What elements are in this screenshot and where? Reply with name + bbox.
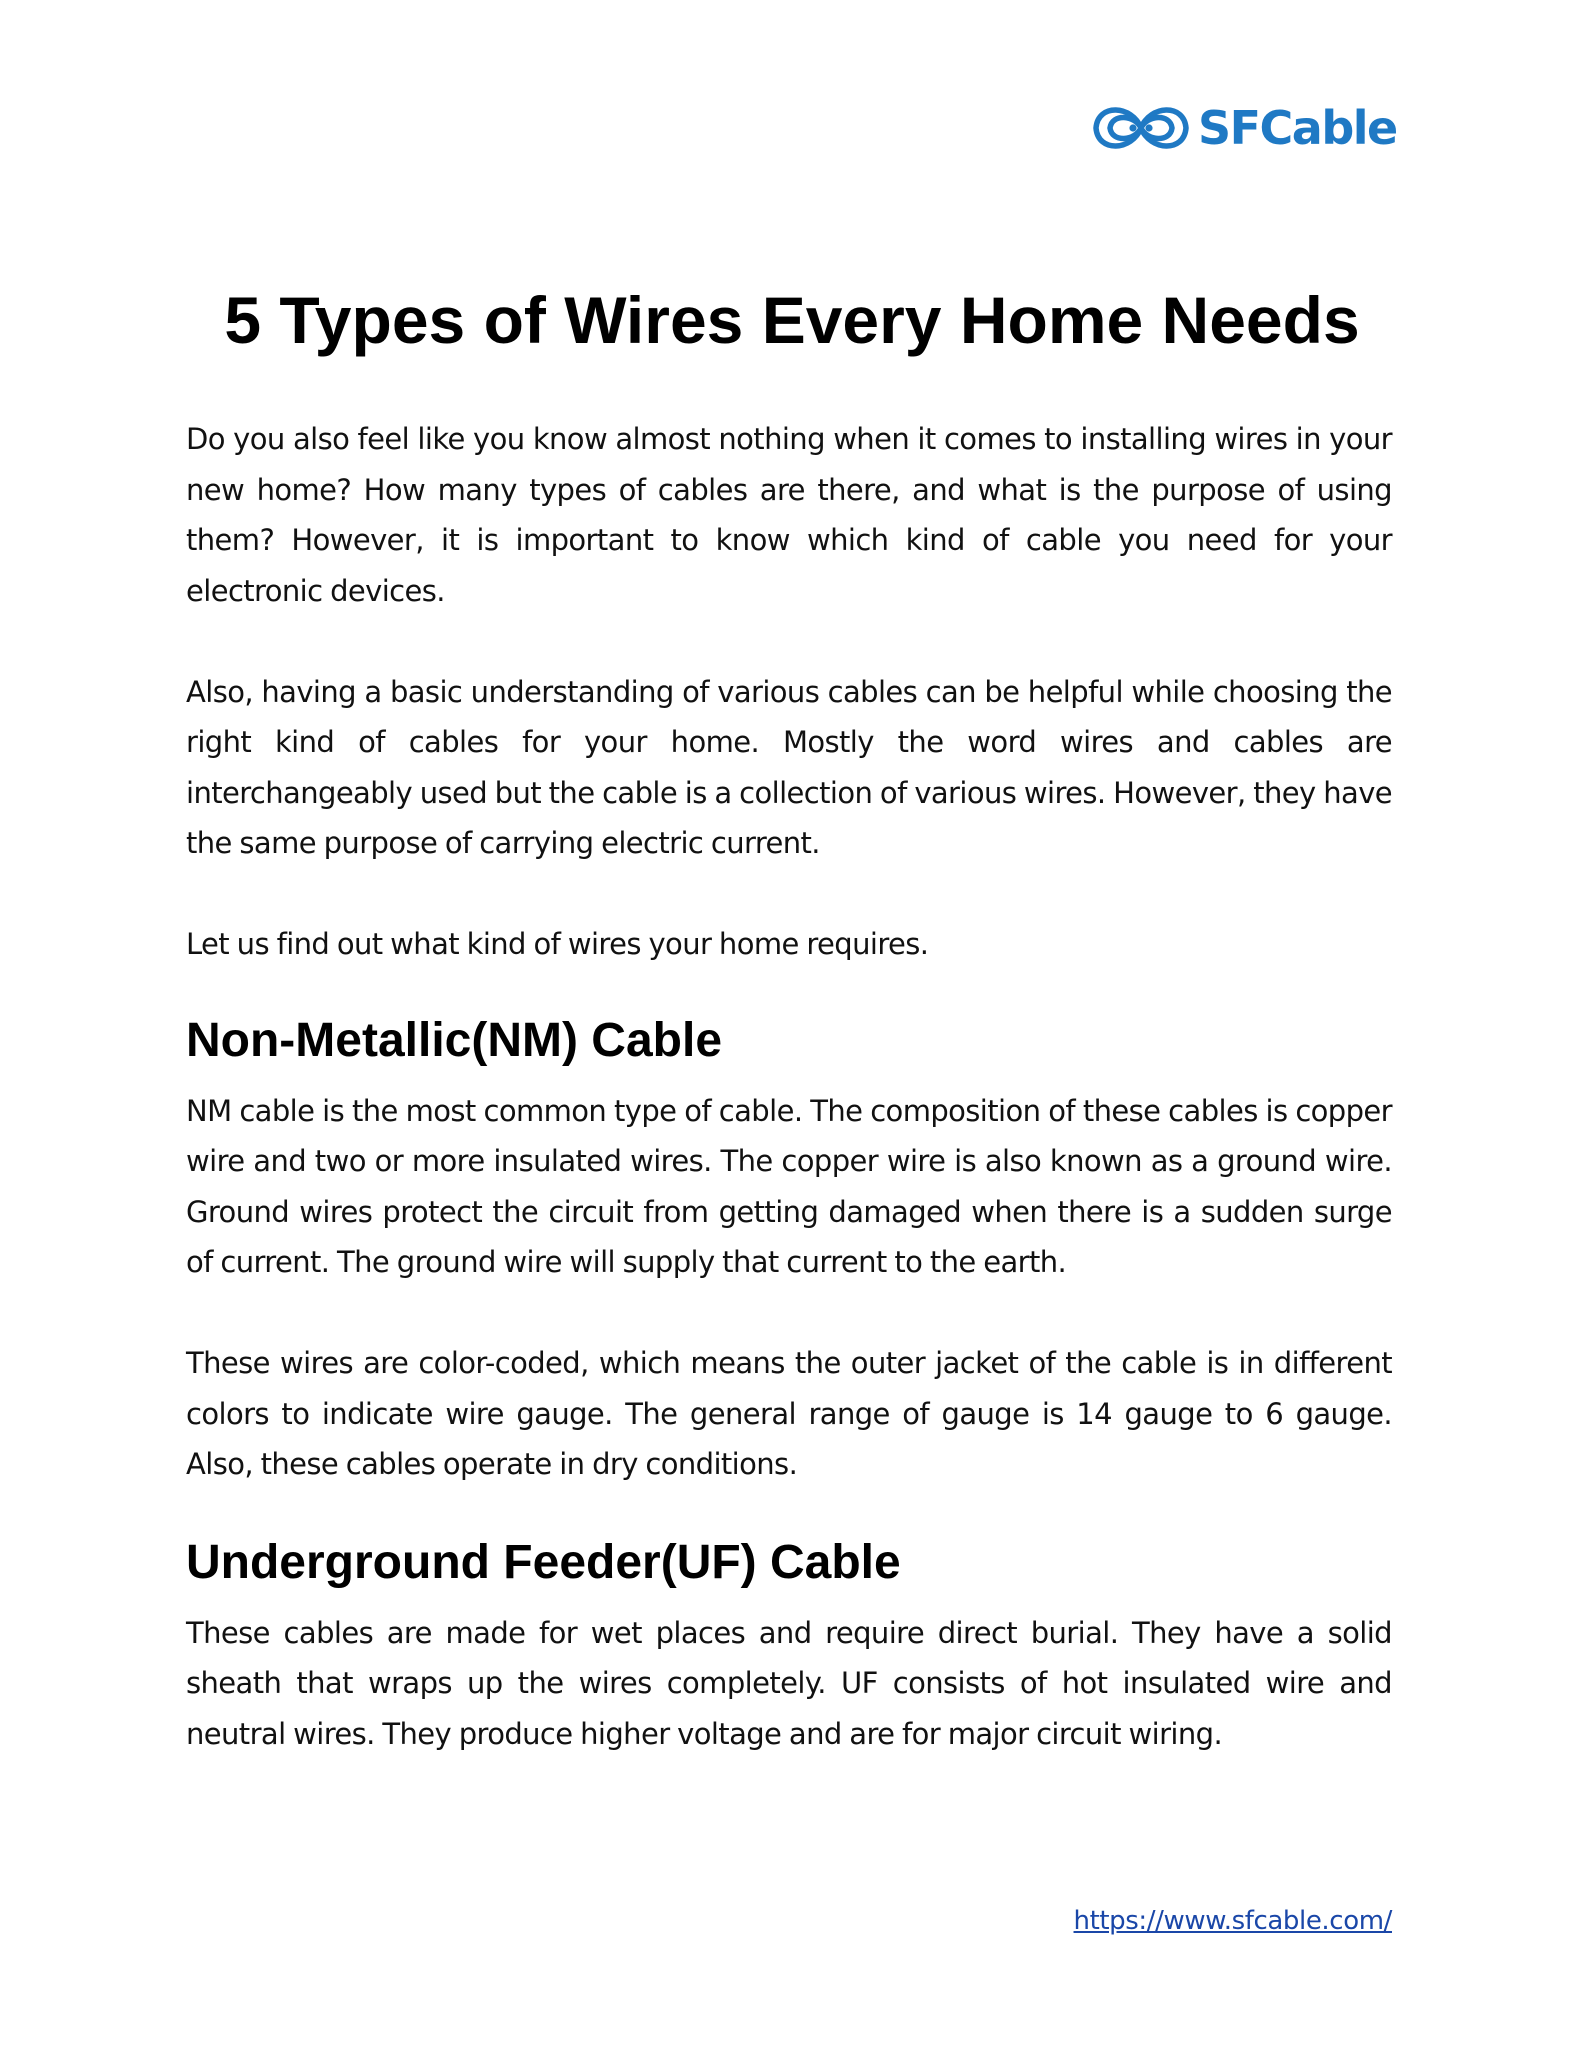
article-body bbox=[186, 414, 1392, 1759]
intro-paragraph-3: Let us find out what kind of wires your home requires. bbox=[186, 927, 929, 961]
uf-cable-paragraph-1: These cables are made for wet places and require direct burial. They have a solid sheath that wraps up the wires completely. UF consists of hot insulated wire and neutral wires. They produce higher voltage and are for major circuit wiring. bbox=[186, 1615, 1392, 1751]
page-title: 5 Types of Wires Every Home Needs bbox=[224, 283, 1360, 357]
intro-paragraph-2: Also, having a basic understanding of various cables can be helpful while choosing the right kind of cables for your home. Mostly the word wires and cables are interchangeably used but the cable is a collection of various wires. However, they have the same purpose of carrying electric current. bbox=[186, 674, 1392, 860]
nm-cable-paragraph-1: NM cable is the most common type of cable. The composition of these cables is copper wire and two or more insulated wires. The copper wire is also known as a ground wire. Ground wires protect the circuit from getting damaged when there is a sudden surge of current. The ground wire will supply that current to the earth. bbox=[186, 1093, 1392, 1279]
logo-wordmark: SFCable bbox=[1198, 101, 1397, 155]
section-heading-nm-cable: Non-Metallic(NM) Cable bbox=[186, 1013, 723, 1067]
cable-loop-logo-icon bbox=[1088, 97, 1194, 159]
section-heading-uf-cable: Underground Feeder(UF) Cable bbox=[186, 1535, 901, 1589]
sfcable-logo bbox=[1088, 96, 1397, 160]
nm-cable-paragraph-2: These wires are color-coded, which means the outer jacket of the cable is in different colors to indicate wire gauge. The general range of gauge is 14 gauge to 6 gauge. Also, these cables operate in dry conditions. bbox=[186, 1346, 1392, 1481]
intro-paragraph-1: Do you also feel like you know almost nothing when it comes to installing wires in your new home? How many types of cables are there, and what is the purpose of using them? However, it is important to know which kind of cable you need for your electronic devices. bbox=[186, 422, 1392, 608]
website-link[interactable]: https://www.sfcable.com/ bbox=[1073, 1906, 1392, 1936]
